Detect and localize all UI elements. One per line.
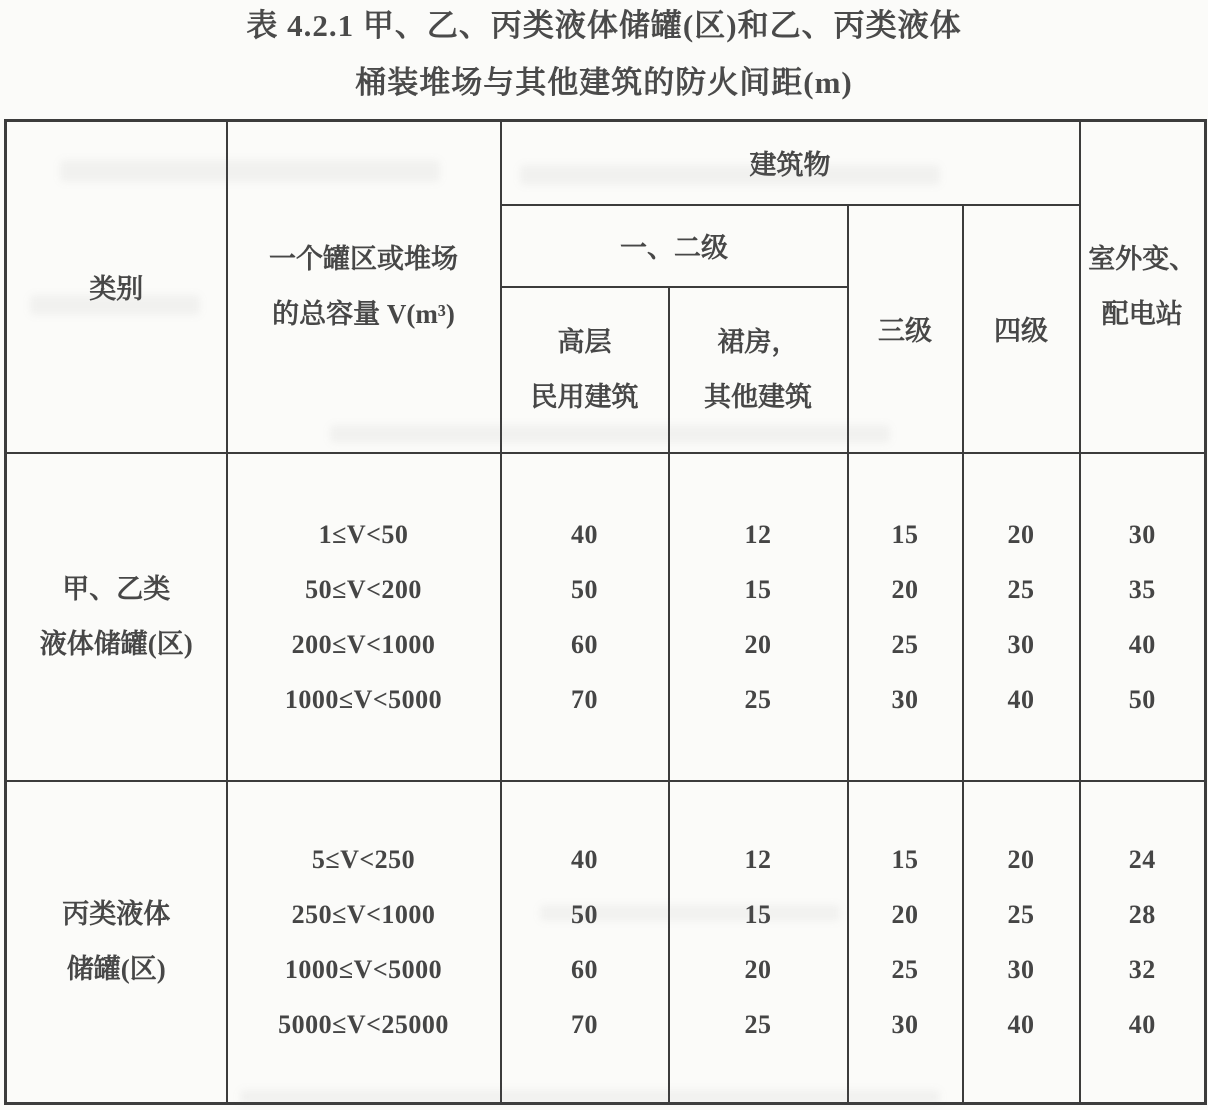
cell-values-highrise-c bbox=[501, 781, 669, 1104]
capacity-range: 250≤V<1000 bbox=[291, 899, 436, 929]
cell-values-highrise-a-b bbox=[501, 453, 669, 781]
distance-value: 70 bbox=[571, 1009, 598, 1039]
distance-value: 12 bbox=[744, 844, 772, 874]
distance-value: 15 bbox=[891, 844, 919, 874]
distance-value: 40 bbox=[1007, 1009, 1035, 1039]
header-podium-line2: 其他建筑 bbox=[704, 381, 812, 412]
cell-values-grade4-a-b bbox=[963, 453, 1080, 781]
cell-values-grade3-c bbox=[848, 781, 963, 1104]
category-line1: 丙类液体 bbox=[62, 898, 171, 929]
header-grade-1-2: 一、二级 bbox=[501, 205, 848, 287]
fire-separation-distance-table bbox=[4, 119, 1207, 1105]
distance-value: 12 bbox=[744, 519, 772, 549]
distance-value: 20 bbox=[891, 574, 919, 604]
category-line2: 液体储罐(区) bbox=[39, 628, 193, 659]
header-category: 类别 bbox=[6, 121, 227, 453]
cell-category-a-b bbox=[6, 453, 227, 781]
header-podium-line1: 裙房， bbox=[717, 326, 799, 357]
header-podium-other bbox=[669, 287, 848, 453]
capacity-range: 200≤V<1000 bbox=[291, 629, 436, 659]
header-highrise-line1: 高层 bbox=[557, 326, 612, 357]
header-substation-line1: 室外变、 bbox=[1088, 243, 1197, 274]
header-row-1 bbox=[6, 121, 1206, 205]
distance-value: 20 bbox=[744, 954, 772, 984]
capacity-range: 50≤V<200 bbox=[305, 574, 422, 604]
distance-value: 40 bbox=[1007, 684, 1035, 714]
distance-value: 15 bbox=[891, 519, 919, 549]
distance-value: 28 bbox=[1128, 899, 1156, 929]
distance-value: 20 bbox=[1007, 519, 1035, 549]
distance-value: 30 bbox=[1128, 519, 1156, 549]
distance-value: 60 bbox=[571, 954, 598, 984]
header-buildings: 建筑物 bbox=[501, 121, 1080, 205]
header-highrise-civil bbox=[501, 287, 669, 453]
cell-values-substation-c bbox=[1080, 781, 1206, 1104]
distance-value: 35 bbox=[1128, 574, 1156, 604]
cell-values-podium-a-b bbox=[669, 453, 848, 781]
category-line1: 甲、乙类 bbox=[62, 573, 171, 604]
distance-value: 40 bbox=[1128, 1009, 1156, 1039]
distance-value: 50 bbox=[1128, 684, 1156, 714]
distance-value: 25 bbox=[891, 629, 919, 659]
cell-values-podium-c bbox=[669, 781, 848, 1104]
distance-value: 15 bbox=[744, 899, 772, 929]
distance-value: 60 bbox=[571, 629, 598, 659]
cell-values-substation-a-b bbox=[1080, 453, 1206, 781]
header-grade-4: 四级 bbox=[963, 205, 1080, 453]
capacity-range: 5000≤V<25000 bbox=[278, 1009, 449, 1039]
cell-values-grade4-c bbox=[963, 781, 1080, 1104]
header-substation bbox=[1080, 121, 1206, 453]
distance-value: 40 bbox=[571, 519, 598, 549]
cell-capacity-ranges-c bbox=[227, 781, 501, 1104]
capacity-range: 1≤V<50 bbox=[318, 519, 409, 549]
capacity-range: 1000≤V<5000 bbox=[284, 954, 443, 984]
data-block-class-c bbox=[6, 781, 1206, 1104]
distance-value: 24 bbox=[1128, 844, 1156, 874]
data-block-class-a-b bbox=[6, 453, 1206, 781]
distance-value: 25 bbox=[1007, 899, 1035, 929]
header-grade-3: 三级 bbox=[848, 205, 963, 453]
table-title-line2: 桶装堆场与其他建筑的防火间距(m) bbox=[355, 65, 853, 100]
distance-value: 50 bbox=[571, 899, 598, 929]
distance-value: 30 bbox=[1007, 629, 1035, 659]
cell-capacity-ranges-a-b bbox=[227, 453, 501, 781]
distance-value: 15 bbox=[744, 574, 772, 604]
distance-value: 20 bbox=[1007, 844, 1035, 874]
capacity-range: 5≤V<250 bbox=[311, 844, 416, 874]
distance-value: 30 bbox=[891, 684, 919, 714]
distance-value: 70 bbox=[571, 684, 598, 714]
category-line2: 储罐(区) bbox=[66, 953, 166, 984]
table-title bbox=[0, 0, 1208, 102]
distance-value: 30 bbox=[891, 1009, 919, 1039]
distance-value: 20 bbox=[744, 629, 772, 659]
distance-value: 25 bbox=[744, 1009, 772, 1039]
distance-value: 25 bbox=[744, 684, 772, 714]
cell-values-grade3-a-b bbox=[848, 453, 963, 781]
distance-value: 32 bbox=[1128, 954, 1156, 984]
header-capacity-line2: 的总容量 V(m³) bbox=[272, 298, 455, 329]
distance-value: 30 bbox=[1007, 954, 1035, 984]
distance-value: 40 bbox=[1128, 629, 1156, 659]
capacity-range: 1000≤V<5000 bbox=[284, 684, 443, 714]
header-capacity bbox=[227, 121, 501, 453]
distance-value: 40 bbox=[571, 844, 598, 874]
table-title-line1: 表 4.2.1 甲、乙、丙类液体储罐(区)和乙、丙类液体 bbox=[246, 8, 962, 43]
header-substation-line2: 配电站 bbox=[1101, 298, 1183, 329]
header-highrise-line2: 民用建筑 bbox=[530, 381, 639, 412]
distance-value: 25 bbox=[1007, 574, 1035, 604]
distance-value: 25 bbox=[891, 954, 919, 984]
cell-category-c bbox=[6, 781, 227, 1104]
distance-value: 50 bbox=[571, 574, 598, 604]
header-capacity-line1: 一个罐区或堆场 bbox=[269, 243, 458, 274]
distance-value: 20 bbox=[891, 899, 919, 929]
